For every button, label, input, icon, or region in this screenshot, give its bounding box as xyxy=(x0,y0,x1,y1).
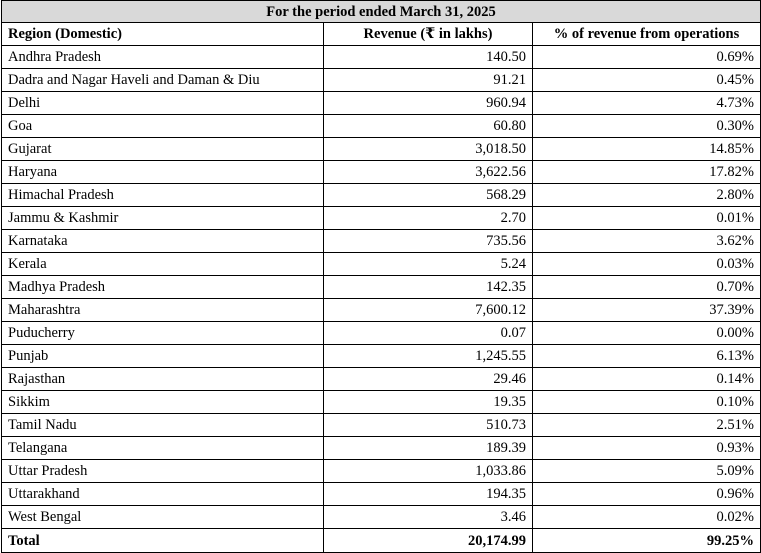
region-cell: Sikkim xyxy=(2,391,324,414)
table-row xyxy=(2,115,761,138)
revenue-cell: 2.70 xyxy=(324,207,533,230)
percent-cell: 2.51% xyxy=(533,414,761,437)
percent-cell: 3.62% xyxy=(533,230,761,253)
table-row xyxy=(2,184,761,207)
table-row xyxy=(2,69,761,92)
region-cell: Dadra and Nagar Haveli and Daman & Diu xyxy=(2,69,324,92)
region-cell: West Bengal xyxy=(2,506,324,529)
total-percent: 99.25% xyxy=(533,529,761,553)
region-cell: Maharashtra xyxy=(2,299,324,322)
revenue-cell: 1,245.55 xyxy=(324,345,533,368)
column-header-row xyxy=(2,23,761,46)
revenue-cell: 3,622.56 xyxy=(324,161,533,184)
table-row xyxy=(2,46,761,69)
revenue-cell: 568.29 xyxy=(324,184,533,207)
region-cell: Delhi xyxy=(2,92,324,115)
percent-cell: 17.82% xyxy=(533,161,761,184)
table-row xyxy=(2,391,761,414)
table-row xyxy=(2,368,761,391)
table-row xyxy=(2,345,761,368)
region-cell: Karnataka xyxy=(2,230,324,253)
percent-cell: 0.93% xyxy=(533,437,761,460)
revenue-cell: 19.35 xyxy=(324,391,533,414)
table-row xyxy=(2,414,761,437)
region-column-header: Region (Domestic) xyxy=(2,23,324,46)
revenue-cell: 735.56 xyxy=(324,230,533,253)
revenue-cell: 0.07 xyxy=(324,322,533,345)
region-cell: Telangana xyxy=(2,437,324,460)
table-row xyxy=(2,230,761,253)
revenue-cell: 510.73 xyxy=(324,414,533,437)
table-row xyxy=(2,506,761,529)
table-row xyxy=(2,299,761,322)
revenue-cell: 189.39 xyxy=(324,437,533,460)
region-cell: Puducherry xyxy=(2,322,324,345)
region-cell: Gujarat xyxy=(2,138,324,161)
percent-cell: 6.13% xyxy=(533,345,761,368)
revenue-cell: 960.94 xyxy=(324,92,533,115)
region-cell: Haryana xyxy=(2,161,324,184)
table-row xyxy=(2,460,761,483)
region-cell: Punjab xyxy=(2,345,324,368)
percent-cell: 4.73% xyxy=(533,92,761,115)
percent-cell: 0.30% xyxy=(533,115,761,138)
percent-cell: 0.69% xyxy=(533,46,761,69)
percent-cell: 0.70% xyxy=(533,276,761,299)
percent-cell: 0.45% xyxy=(533,69,761,92)
region-cell: Goa xyxy=(2,115,324,138)
percent-cell: 0.14% xyxy=(533,368,761,391)
revenue-cell: 1,033.86 xyxy=(324,460,533,483)
region-cell: Tamil Nadu xyxy=(2,414,324,437)
table-row xyxy=(2,483,761,506)
revenue-cell: 3,018.50 xyxy=(324,138,533,161)
region-cell: Rajasthan xyxy=(2,368,324,391)
revenue-cell: 142.35 xyxy=(324,276,533,299)
region-cell: Uttar Pradesh xyxy=(2,460,324,483)
revenue-by-region-table xyxy=(1,0,761,553)
revenue-column-header: Revenue (₹ in lakhs) xyxy=(324,23,533,46)
table-row xyxy=(2,437,761,460)
table-row xyxy=(2,161,761,184)
table-row xyxy=(2,253,761,276)
region-cell: Madhya Pradesh xyxy=(2,276,324,299)
revenue-cell: 60.80 xyxy=(324,115,533,138)
percent-cell: 14.85% xyxy=(533,138,761,161)
percent-cell: 0.96% xyxy=(533,483,761,506)
percent-cell: 37.39% xyxy=(533,299,761,322)
table-row xyxy=(2,138,761,161)
period-header-row xyxy=(2,1,761,23)
total-label: Total xyxy=(2,529,324,553)
table-body xyxy=(2,46,761,529)
revenue-cell: 3.46 xyxy=(324,506,533,529)
revenue-cell: 29.46 xyxy=(324,368,533,391)
percent-cell: 5.09% xyxy=(533,460,761,483)
percent-cell: 0.00% xyxy=(533,322,761,345)
region-cell: Andhra Pradesh xyxy=(2,46,324,69)
revenue-cell: 194.35 xyxy=(324,483,533,506)
table-row xyxy=(2,92,761,115)
percent-cell: 2.80% xyxy=(533,184,761,207)
revenue-cell: 140.50 xyxy=(324,46,533,69)
region-cell: Jammu & Kashmir xyxy=(2,207,324,230)
percent-cell: 0.03% xyxy=(533,253,761,276)
table-row xyxy=(2,276,761,299)
region-cell: Himachal Pradesh xyxy=(2,184,324,207)
percent-column-header: % of revenue from operations xyxy=(533,23,761,46)
revenue-cell: 5.24 xyxy=(324,253,533,276)
table-row xyxy=(2,322,761,345)
table-row xyxy=(2,207,761,230)
percent-cell: 0.02% xyxy=(533,506,761,529)
percent-cell: 0.10% xyxy=(533,391,761,414)
revenue-cell: 91.21 xyxy=(324,69,533,92)
revenue-cell: 7,600.12 xyxy=(324,299,533,322)
percent-cell: 0.01% xyxy=(533,207,761,230)
region-cell: Uttarakhand xyxy=(2,483,324,506)
region-cell: Kerala xyxy=(2,253,324,276)
total-revenue: 20,174.99 xyxy=(324,529,533,553)
period-label: For the period ended March 31, 2025 xyxy=(2,1,761,23)
